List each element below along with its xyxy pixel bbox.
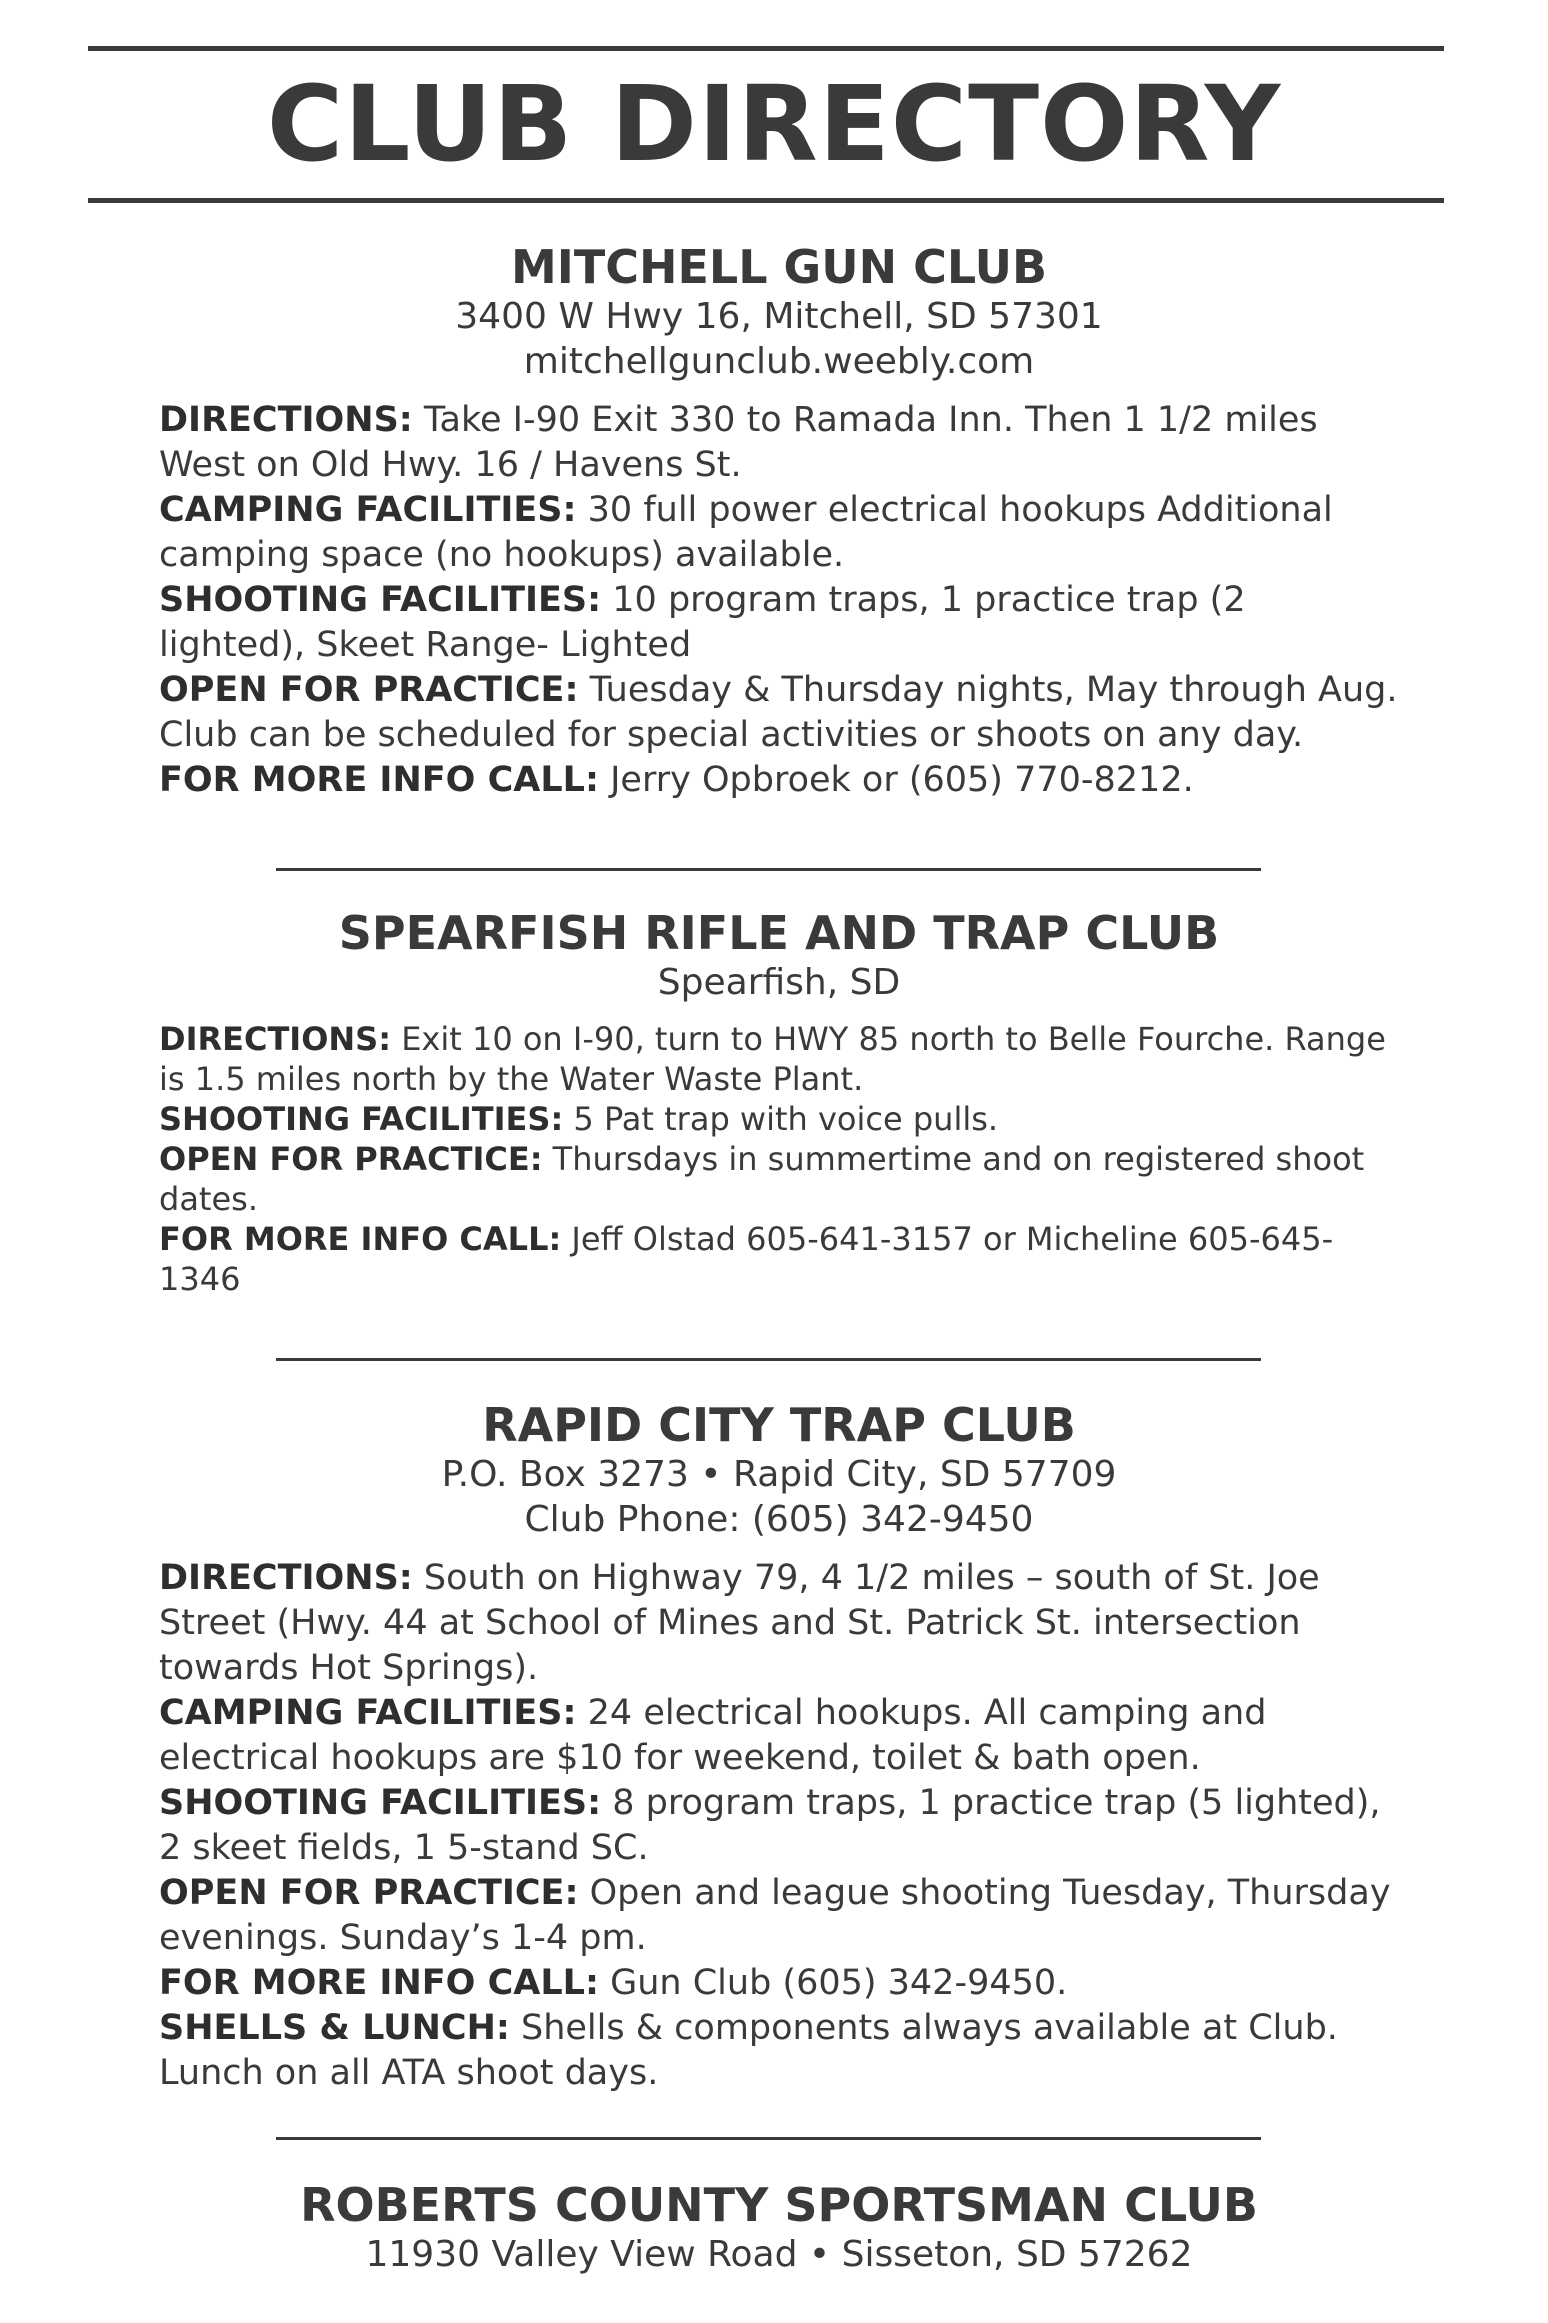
detail-info <box>159 1961 1399 2006</box>
detail-label: SHELLS & LUNCH: <box>159 2008 510 2048</box>
detail-shooting <box>159 1099 1399 1139</box>
detail-camping <box>159 488 1399 578</box>
detail-label: SHOOTING FACILITIES: <box>159 1100 564 1138</box>
page-title: CLUB DIRECTORY <box>266 63 1282 185</box>
detail-label: FOR MORE INFO CALL: <box>159 1963 599 2003</box>
detail-text: 5 Pat trap with voice pulls. <box>573 1100 999 1138</box>
club-entry-spearfish <box>159 906 1399 1299</box>
club-phone: Club Phone: (605) 342-9450 <box>524 1499 1034 1540</box>
detail-text: 30 full power electrical hookups Additional camping space (no hookups) available. <box>159 490 1333 575</box>
detail-text: Open and league shooting Tuesday, Thursday evenings. Sunday’s 1-4 pm. <box>159 1873 1391 1958</box>
detail-label: DIRECTIONS: <box>159 1558 413 1598</box>
detail-text: Shells & components always available at Club. Lunch on all ATA shoot days. <box>159 2008 1338 2093</box>
detail-camping <box>159 1691 1399 1781</box>
detail-text: Gun Club (605) 342-9450. <box>610 1963 1068 2003</box>
detail-text: Tuesday & Thursday nights, May through Aug. Club can be scheduled for special activities or shoots on any day. <box>159 670 1398 755</box>
detail-practice <box>159 1871 1399 1961</box>
detail-text: Exit 10 on I-90, turn to HWY 85 north to Belle Fourche. Range is 1.5 miles north by the Water Waste Plant. <box>159 1020 1386 1098</box>
club-entry-roberts-county <box>159 2178 1399 2277</box>
club-entry-mitchell <box>159 240 1399 803</box>
detail-text: Jeff Olstad 605-641-3157 or Micheline 605-645-1346 <box>159 1220 1334 1298</box>
detail-label: SHOOTING FACILITIES: <box>159 580 602 620</box>
detail-label: FOR MORE INFO CALL: <box>159 760 599 800</box>
section-divider <box>276 868 1261 871</box>
title-top-rule <box>88 46 1444 51</box>
title-bottom-rule <box>88 198 1444 203</box>
club-address-line: P.O. Box 3273 • Rapid City, SD 57709 <box>441 1454 1117 1495</box>
detail-label: CAMPING FACILITIES: <box>159 1693 577 1733</box>
detail-directions <box>159 398 1399 488</box>
section-divider <box>276 1358 1261 1361</box>
detail-directions <box>159 1019 1399 1099</box>
detail-text: 24 electrical hookups. All camping and electrical hookups are $10 for weekend, toilet & bath open. <box>159 1693 1267 1778</box>
detail-text: Take I-90 Exit 330 to Ramada Inn. Then 1 1/2 miles West on Old Hwy. 16 / Havens St. <box>159 400 1318 485</box>
detail-directions <box>159 1556 1399 1691</box>
club-details <box>159 1556 1399 2096</box>
detail-label: FOR MORE INFO CALL: <box>159 1220 562 1258</box>
detail-label: SHOOTING FACILITIES: <box>159 1783 602 1823</box>
section-divider <box>276 2137 1261 2140</box>
detail-text: 8 program traps, 1 practice trap (5 lighted), 2 skeet fields, 1 5-stand SC. <box>159 1783 1381 1868</box>
club-details <box>159 1019 1399 1299</box>
club-website: mitchellgunclub.weebly.com <box>523 341 1035 382</box>
detail-label: OPEN FOR PRACTICE: <box>159 1873 579 1913</box>
detail-text: 10 program traps, 1 practice trap (2 lighted), Skeet Range- Lighted <box>159 580 1246 665</box>
club-address-line: 3400 W Hwy 16, Mitchell, SD 57301 <box>455 296 1103 337</box>
detail-practice <box>159 668 1399 758</box>
club-name: ROBERTS COUNTY SPORTSMAN CLUB <box>300 2178 1258 2232</box>
club-entry-rapid-city <box>159 1398 1399 2096</box>
detail-text: Thursdays in summertime and on registered shoot dates. <box>159 1140 1365 1218</box>
detail-label: DIRECTIONS: <box>159 400 413 440</box>
detail-text: South on Highway 79, 4 1/2 miles – south of St. Joe Street (Hwy. 44 at School of Mines and St. Patrick St. intersection towards Hot Springs). <box>159 1558 1320 1688</box>
detail-label: CAMPING FACILITIES: <box>159 490 577 530</box>
detail-shells-lunch <box>159 2006 1399 2096</box>
detail-label: OPEN FOR PRACTICE: <box>159 670 579 710</box>
detail-shooting <box>159 578 1399 668</box>
detail-info <box>159 1219 1399 1299</box>
detail-text: Jerry Opbroek or (605) 770-8212. <box>610 760 1194 800</box>
detail-shooting <box>159 1781 1399 1871</box>
detail-label: DIRECTIONS: <box>159 1020 392 1058</box>
club-name: MITCHELL GUN CLUB <box>510 240 1048 294</box>
club-address-line: 11930 Valley View Road • Sisseton, SD 57262 <box>365 2234 1193 2275</box>
detail-info <box>159 758 1399 803</box>
club-address-line: Spearfish, SD <box>657 962 901 1003</box>
club-name: SPEARFISH RIFLE AND TRAP CLUB <box>338 906 1220 960</box>
detail-practice <box>159 1139 1399 1219</box>
club-details <box>159 398 1399 803</box>
detail-label: OPEN FOR PRACTICE: <box>159 1140 543 1178</box>
club-name: RAPID CITY TRAP CLUB <box>482 1398 1076 1452</box>
